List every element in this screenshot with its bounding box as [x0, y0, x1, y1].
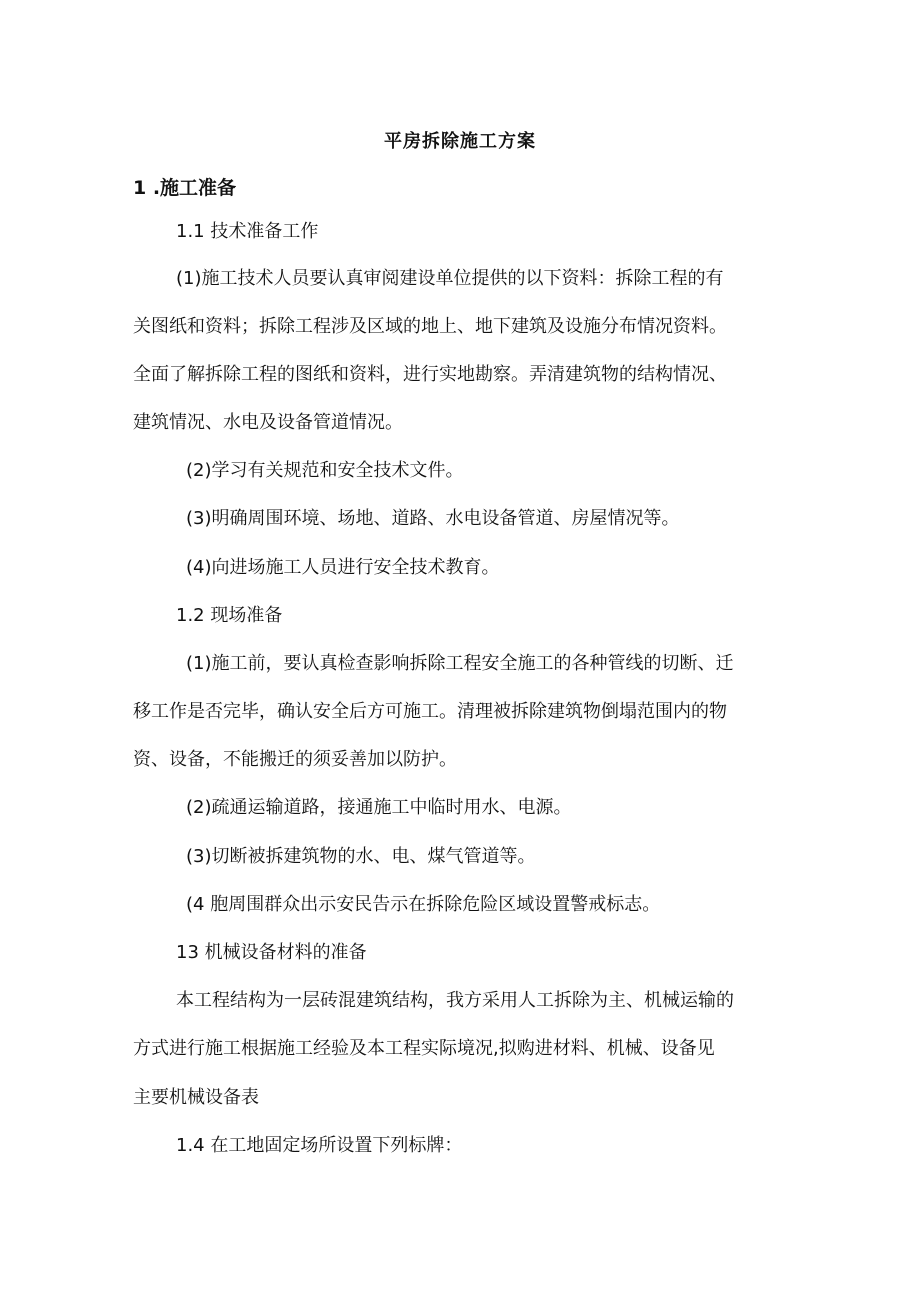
list-item: (4)向进场施工人员进行安全技术教育。: [186, 557, 500, 578]
section-heading-1: 1 .施工准备: [133, 177, 237, 199]
document-title: 平房拆除施工方案: [384, 131, 536, 152]
list-item: (4 胞周围群众出示安民告示在拆除危险区域设置警戒标志。: [186, 894, 661, 915]
list-item: (2)疏通运输道路，接通施工中临时用水、电源。: [186, 797, 572, 818]
subsection-heading-1-3: 13 机械设备材料的准备: [176, 942, 367, 963]
list-item: (3)切断被拆建筑物的水、电、煤气管道等。: [186, 846, 536, 867]
paragraph-line: 全面了解拆除工程的图纸和资料，进行实地勘察。弄清建筑物的结构情况、: [133, 364, 727, 385]
list-item: (2)学习有关规范和安全技术文件。: [186, 460, 464, 481]
subsection-heading-1-1: 1.1 技术准备工作: [176, 221, 319, 242]
paragraph-line: 方式进行施工根据施工经验及本工程实际境况,拟购进材料、机械、设备见: [133, 1038, 715, 1059]
list-item: (3)明确周围环境、场地、道路、水电设备管道、房屋情况等。: [186, 508, 680, 529]
paragraph-line: 移工作是否完毕，确认安全后方可施工。清理被拆除建筑物倒塌范围内的物: [133, 701, 727, 722]
subsection-heading-1-4: 1.4 在工地固定场所设置下列标牌：: [176, 1135, 463, 1156]
paragraph-line: 资、设备，不能搬迁的须妥善加以防护。: [133, 749, 457, 770]
paragraph-line: 主要机械设备表: [133, 1087, 259, 1108]
paragraph-line: (1)施工前，要认真检查影响拆除工程安全施工的各种管线的切断、迁: [186, 653, 734, 674]
paragraph-line: 本工程结构为一层砖混建筑结构，我方采用人工拆除为主、机械运输的: [176, 990, 734, 1011]
paragraph-line: 建筑情况、水电及设备管道情况。: [133, 412, 403, 433]
subsection-heading-1-2: 1.2 现场准备: [176, 605, 283, 626]
paragraph-line: (1)施工技术人员要认真审阅建设单位提供的以下资料：拆除工程的有: [176, 268, 724, 289]
paragraph-line: 关图纸和资料；拆除工程涉及区域的地上、地下建筑及设施分布情况资料。: [133, 316, 727, 337]
